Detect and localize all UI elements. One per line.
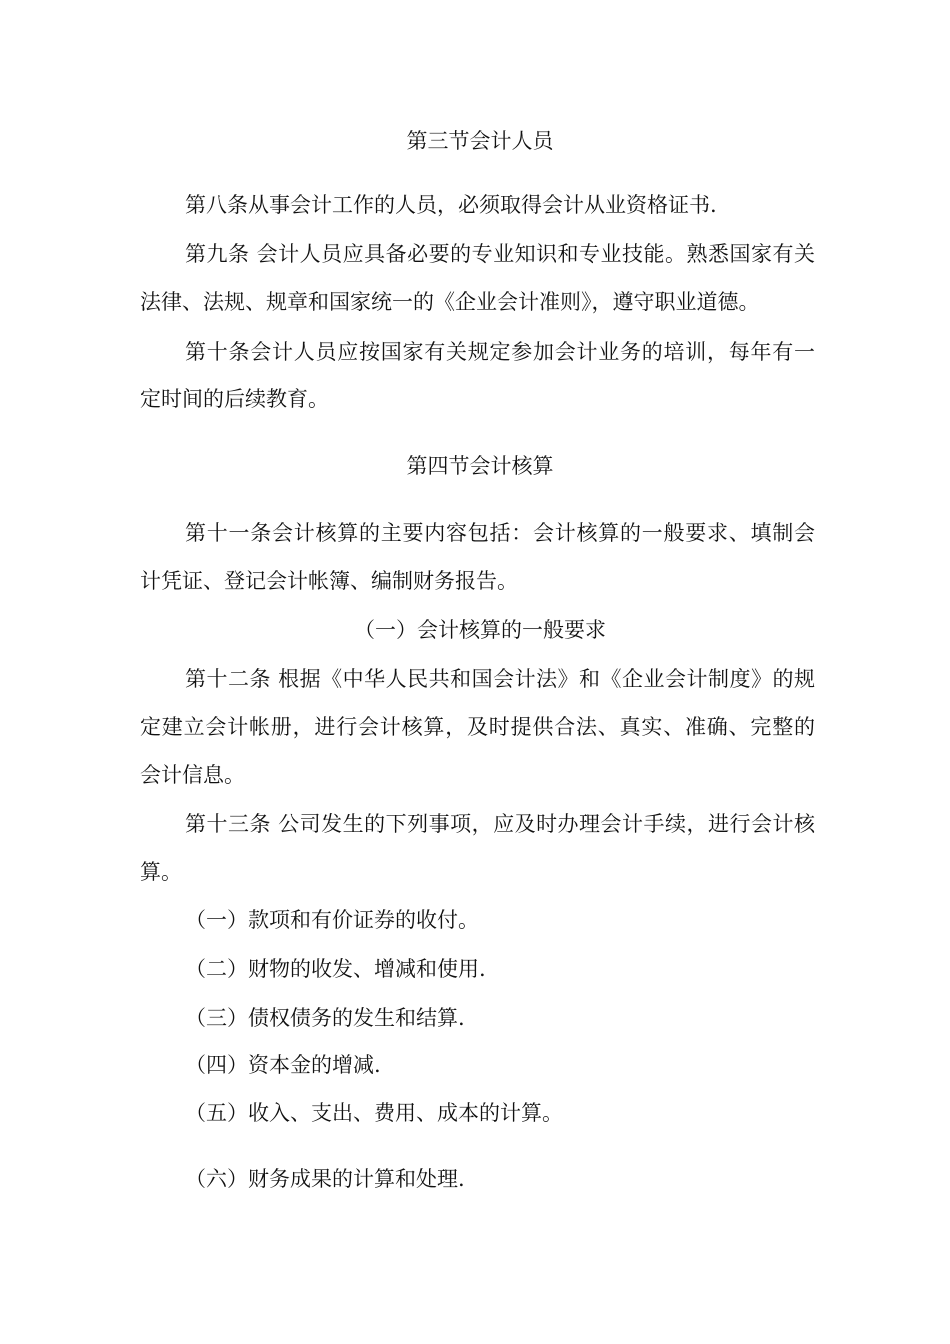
list-item: （一）款项和有价证券的收付。 <box>185 908 479 932</box>
article-12-line-1: 第十二条 根据《中华人民共和国会计法》和《企业会计制度》的规 <box>185 667 815 691</box>
list-item: （三）债权债务的发生和结算. <box>185 1006 465 1030</box>
article-12-line-2: 定建立会计帐册，进行会计核算，及时提供合法、真实、准确、完整的 <box>140 715 815 739</box>
article-9-line-1: 第九条 会计人员应具备必要的专业知识和专业技能。熟悉国家有关 <box>185 242 815 266</box>
list-item: （二）财物的收发、增减和使用. <box>185 957 486 981</box>
article-10-line-1: 第十条会计人员应按国家有关规定参加会计业务的培训，每年有一 <box>185 340 815 364</box>
section-heading-accounting-staff: 第三节会计人员 <box>406 129 554 153</box>
article-13-line-1: 第十三条 公司发生的下列事项，应及时办理会计手续，进行会计核 <box>185 812 815 836</box>
list-item: （六）财务成果的计算和处理. <box>185 1167 465 1191</box>
article-11-line-2: 计凭证、登记会计帐簿、编制财务报告。 <box>140 569 518 593</box>
article-13-line-2: 算。 <box>140 860 182 884</box>
section-heading-accounting-verification: 第四节会计核算 <box>406 454 554 478</box>
subsection-heading-general-requirements: （一）会计核算的一般要求 <box>354 618 606 642</box>
article-11-line-1: 第十一条会计核算的主要内容包括：会计核算的一般要求、填制会 <box>185 521 815 545</box>
article-8: 第八条从事会计工作的人员，必须取得会计从业资格证书. <box>185 193 717 217</box>
article-10-line-2: 定时间的后续教育。 <box>140 387 329 411</box>
list-item: （五）收入、支出、费用、成本的计算。 <box>185 1101 563 1125</box>
list-item: （四）资本金的增减. <box>185 1053 381 1077</box>
article-12-line-3: 会计信息。 <box>140 763 245 787</box>
article-9-line-2: 法律、法规、规章和国家统一的《企业会计准则》，遵守职业道德。 <box>140 290 760 314</box>
